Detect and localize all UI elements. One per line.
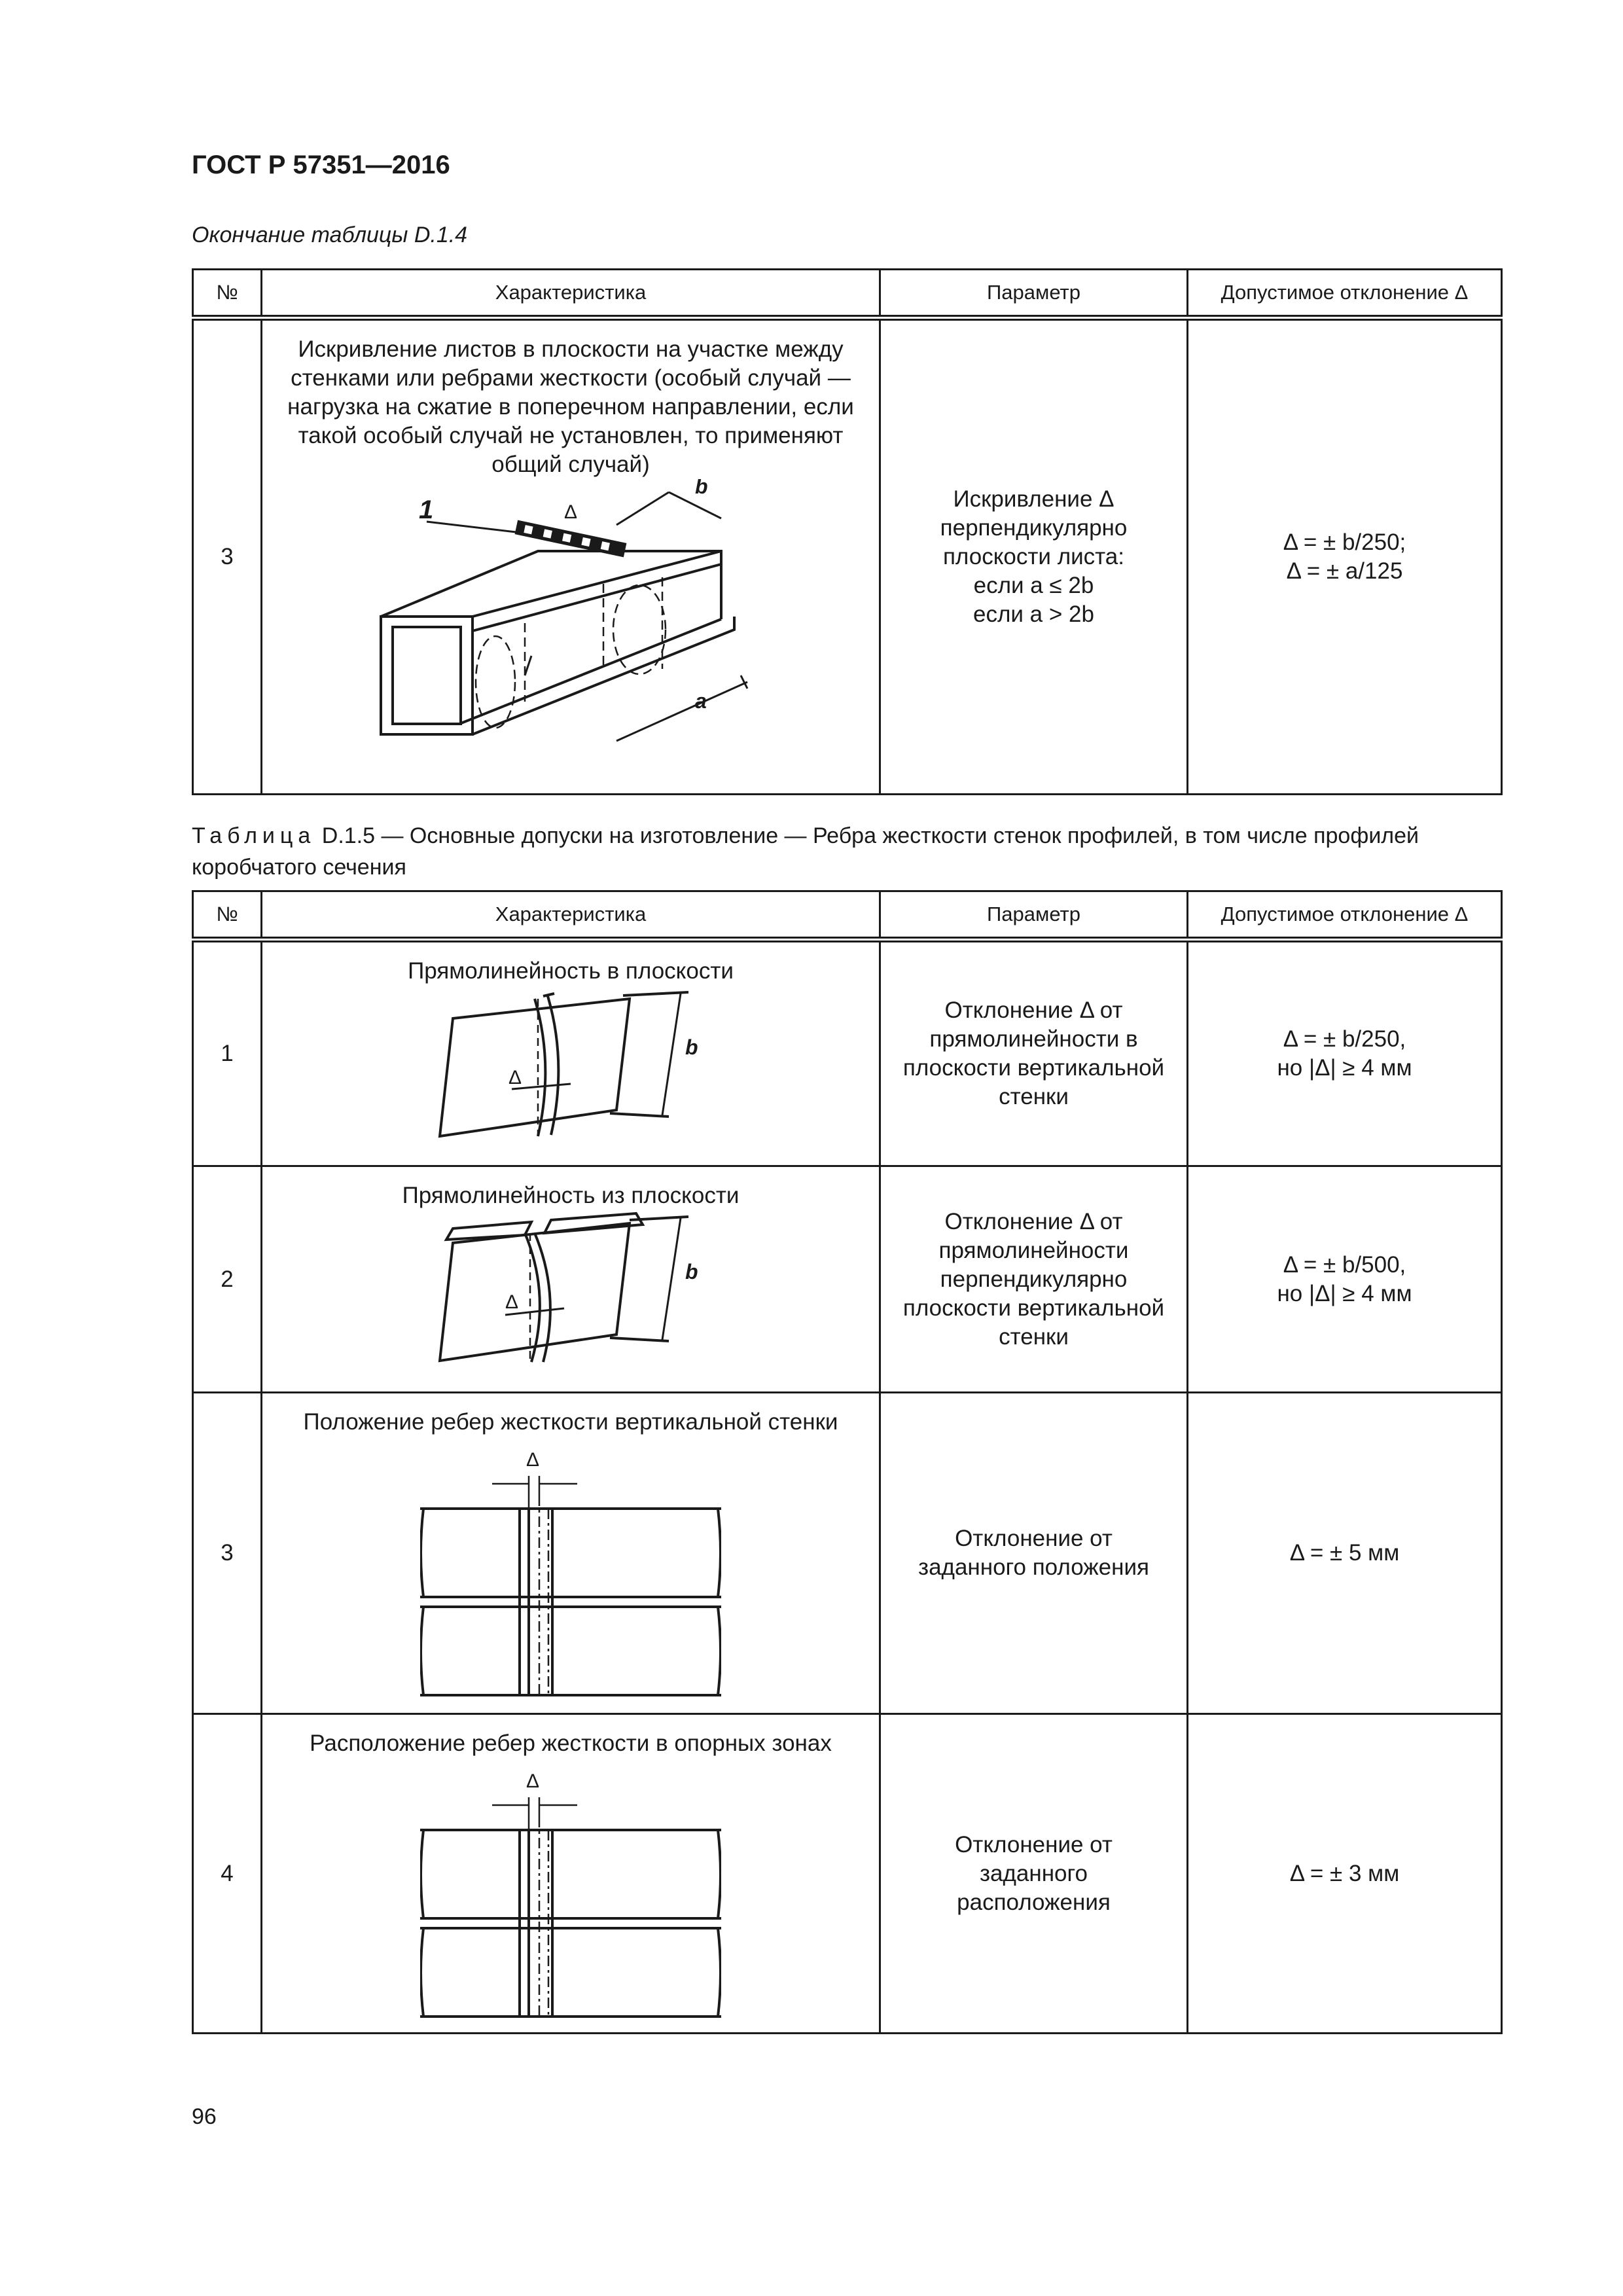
deviation-cell [1188, 1393, 1502, 1714]
col-header-num: № [193, 270, 262, 318]
figure-label-delta: Δ [564, 501, 578, 523]
row-number: 3 [193, 318, 262, 795]
characteristic-cell [262, 1393, 880, 1714]
characteristic-cell [262, 318, 880, 795]
table-row [193, 1393, 1502, 1714]
deviation-cell [1188, 1714, 1502, 2034]
parameter-text: Отклонение от заданного расположения [955, 1831, 1113, 1915]
figure-label-b: b [685, 1260, 698, 1283]
figure-label-a: a [695, 689, 707, 713]
col-header-deviation: Допустимое отклонение Δ [1188, 891, 1502, 940]
parameter-text: Отклонение от заданного положения [918, 1526, 1149, 1580]
characteristic-cell [262, 940, 880, 1166]
characteristic-cell [262, 1714, 880, 2034]
parameter-line: Искривление Δ [953, 486, 1115, 512]
box-girder-figure [355, 479, 787, 754]
table-d14 [192, 268, 1503, 795]
stiffener-in-plane-figure [427, 986, 715, 1149]
parameter-text: Отклонение Δ от прямолинейности в плоскости вертикальной стенки [902, 997, 1165, 1109]
col-header-num: № [193, 891, 262, 940]
parameter-line: если a ≤ 2b [973, 573, 1094, 598]
figure-label-delta: Δ [505, 1291, 519, 1313]
row-number: 2 [193, 1166, 262, 1393]
deviation-cell [1188, 1166, 1502, 1393]
table-caption-text: D.1.5 — Основные допуски на изготовление — Ребра жесткости стенок профилей, в том числе профилей коробчатого сечения [192, 823, 1419, 880]
col-header-parameter: Параметр [880, 270, 1188, 318]
table-row [193, 318, 1502, 795]
table-caption-label: Таблица [192, 823, 316, 848]
col-header-characteristic: Характеристика [262, 270, 880, 318]
characteristic-text: Положение ребер жесткости вертикальной стенки [303, 1409, 838, 1435]
document-id: ГОСТ Р 57351—2016 [192, 151, 450, 179]
col-header-parameter: Параметр [880, 891, 1188, 940]
deviation-line: Δ = ± a/125 [1286, 558, 1403, 584]
deviation-line: Δ = ± b/250, [1283, 1026, 1406, 1052]
table-row [193, 940, 1502, 1166]
parameter-cell [880, 940, 1188, 1166]
deviation-line: но |Δ| ≥ 4 мм [1277, 1055, 1412, 1081]
table-continuation-caption: Окончание таблицы D.1.4 [192, 223, 468, 247]
characteristic-text: Прямолинейность в плоскости [408, 958, 734, 984]
table-d15 [192, 890, 1503, 2034]
figure-label-delta: Δ [526, 1449, 540, 1471]
row-number: 3 [193, 1393, 262, 1714]
deviation-line: но |Δ| ≥ 4 мм [1277, 1280, 1412, 1306]
deviation-line: Δ = ± b/500, [1283, 1251, 1406, 1278]
table-header-row [193, 891, 1502, 940]
characteristic-text: Искривление листов в плоскости на участке между стенками или ребрами жесткости (особый случай — нагрузка на сжатие в поперечном направлении, если такой особый случай не установлен, то применяют общий случай) [287, 336, 854, 477]
parameter-cell [880, 1714, 1188, 2034]
parameter-line: если a > 2b [973, 601, 1094, 627]
deviation-line: Δ = ± 5 мм [1289, 1540, 1400, 1566]
support-stiffener-position-figure [420, 1758, 721, 2020]
page-number: 96 [192, 2104, 217, 2129]
table-row [193, 1714, 1502, 2034]
figure-label-b: b [685, 1035, 698, 1059]
deviation-cell [1188, 940, 1502, 1166]
characteristic-text: Расположение ребер жесткости в опорных зонах [310, 1731, 832, 1756]
stiffener-position-figure [420, 1437, 721, 1698]
table-row [193, 1166, 1502, 1393]
parameter-cell [880, 1166, 1188, 1393]
figure-label-delta: Δ [508, 1067, 522, 1088]
figure-label-marker: 1 [419, 495, 434, 524]
stiffener-out-of-plane-figure [427, 1210, 715, 1374]
deviation-cell [1188, 318, 1502, 795]
row-number: 4 [193, 1714, 262, 2034]
parameter-line: перпендикулярно [940, 515, 1128, 541]
col-header-deviation: Допустимое отклонение Δ [1188, 270, 1502, 318]
table-d15-caption [192, 820, 1501, 883]
row-number: 1 [193, 940, 262, 1166]
characteristic-text: Прямолинейность из плоскости [402, 1183, 740, 1208]
parameter-cell [880, 1393, 1188, 1714]
table-header-row [193, 270, 1502, 318]
col-header-characteristic: Характеристика [262, 891, 880, 940]
characteristic-cell [262, 1166, 880, 1393]
deviation-line: Δ = ± 3 мм [1289, 1860, 1400, 1886]
parameter-text: Отклонение Δ от прямолинейности перпендикулярно плоскости вертикальной стенки [902, 1208, 1165, 1350]
parameter-line: плоскости листа: [942, 544, 1124, 569]
figure-label-delta: Δ [526, 1770, 540, 1792]
deviation-line: Δ = ± b/250; [1283, 529, 1406, 555]
figure-label-b: b [695, 479, 708, 498]
parameter-cell [880, 318, 1188, 795]
